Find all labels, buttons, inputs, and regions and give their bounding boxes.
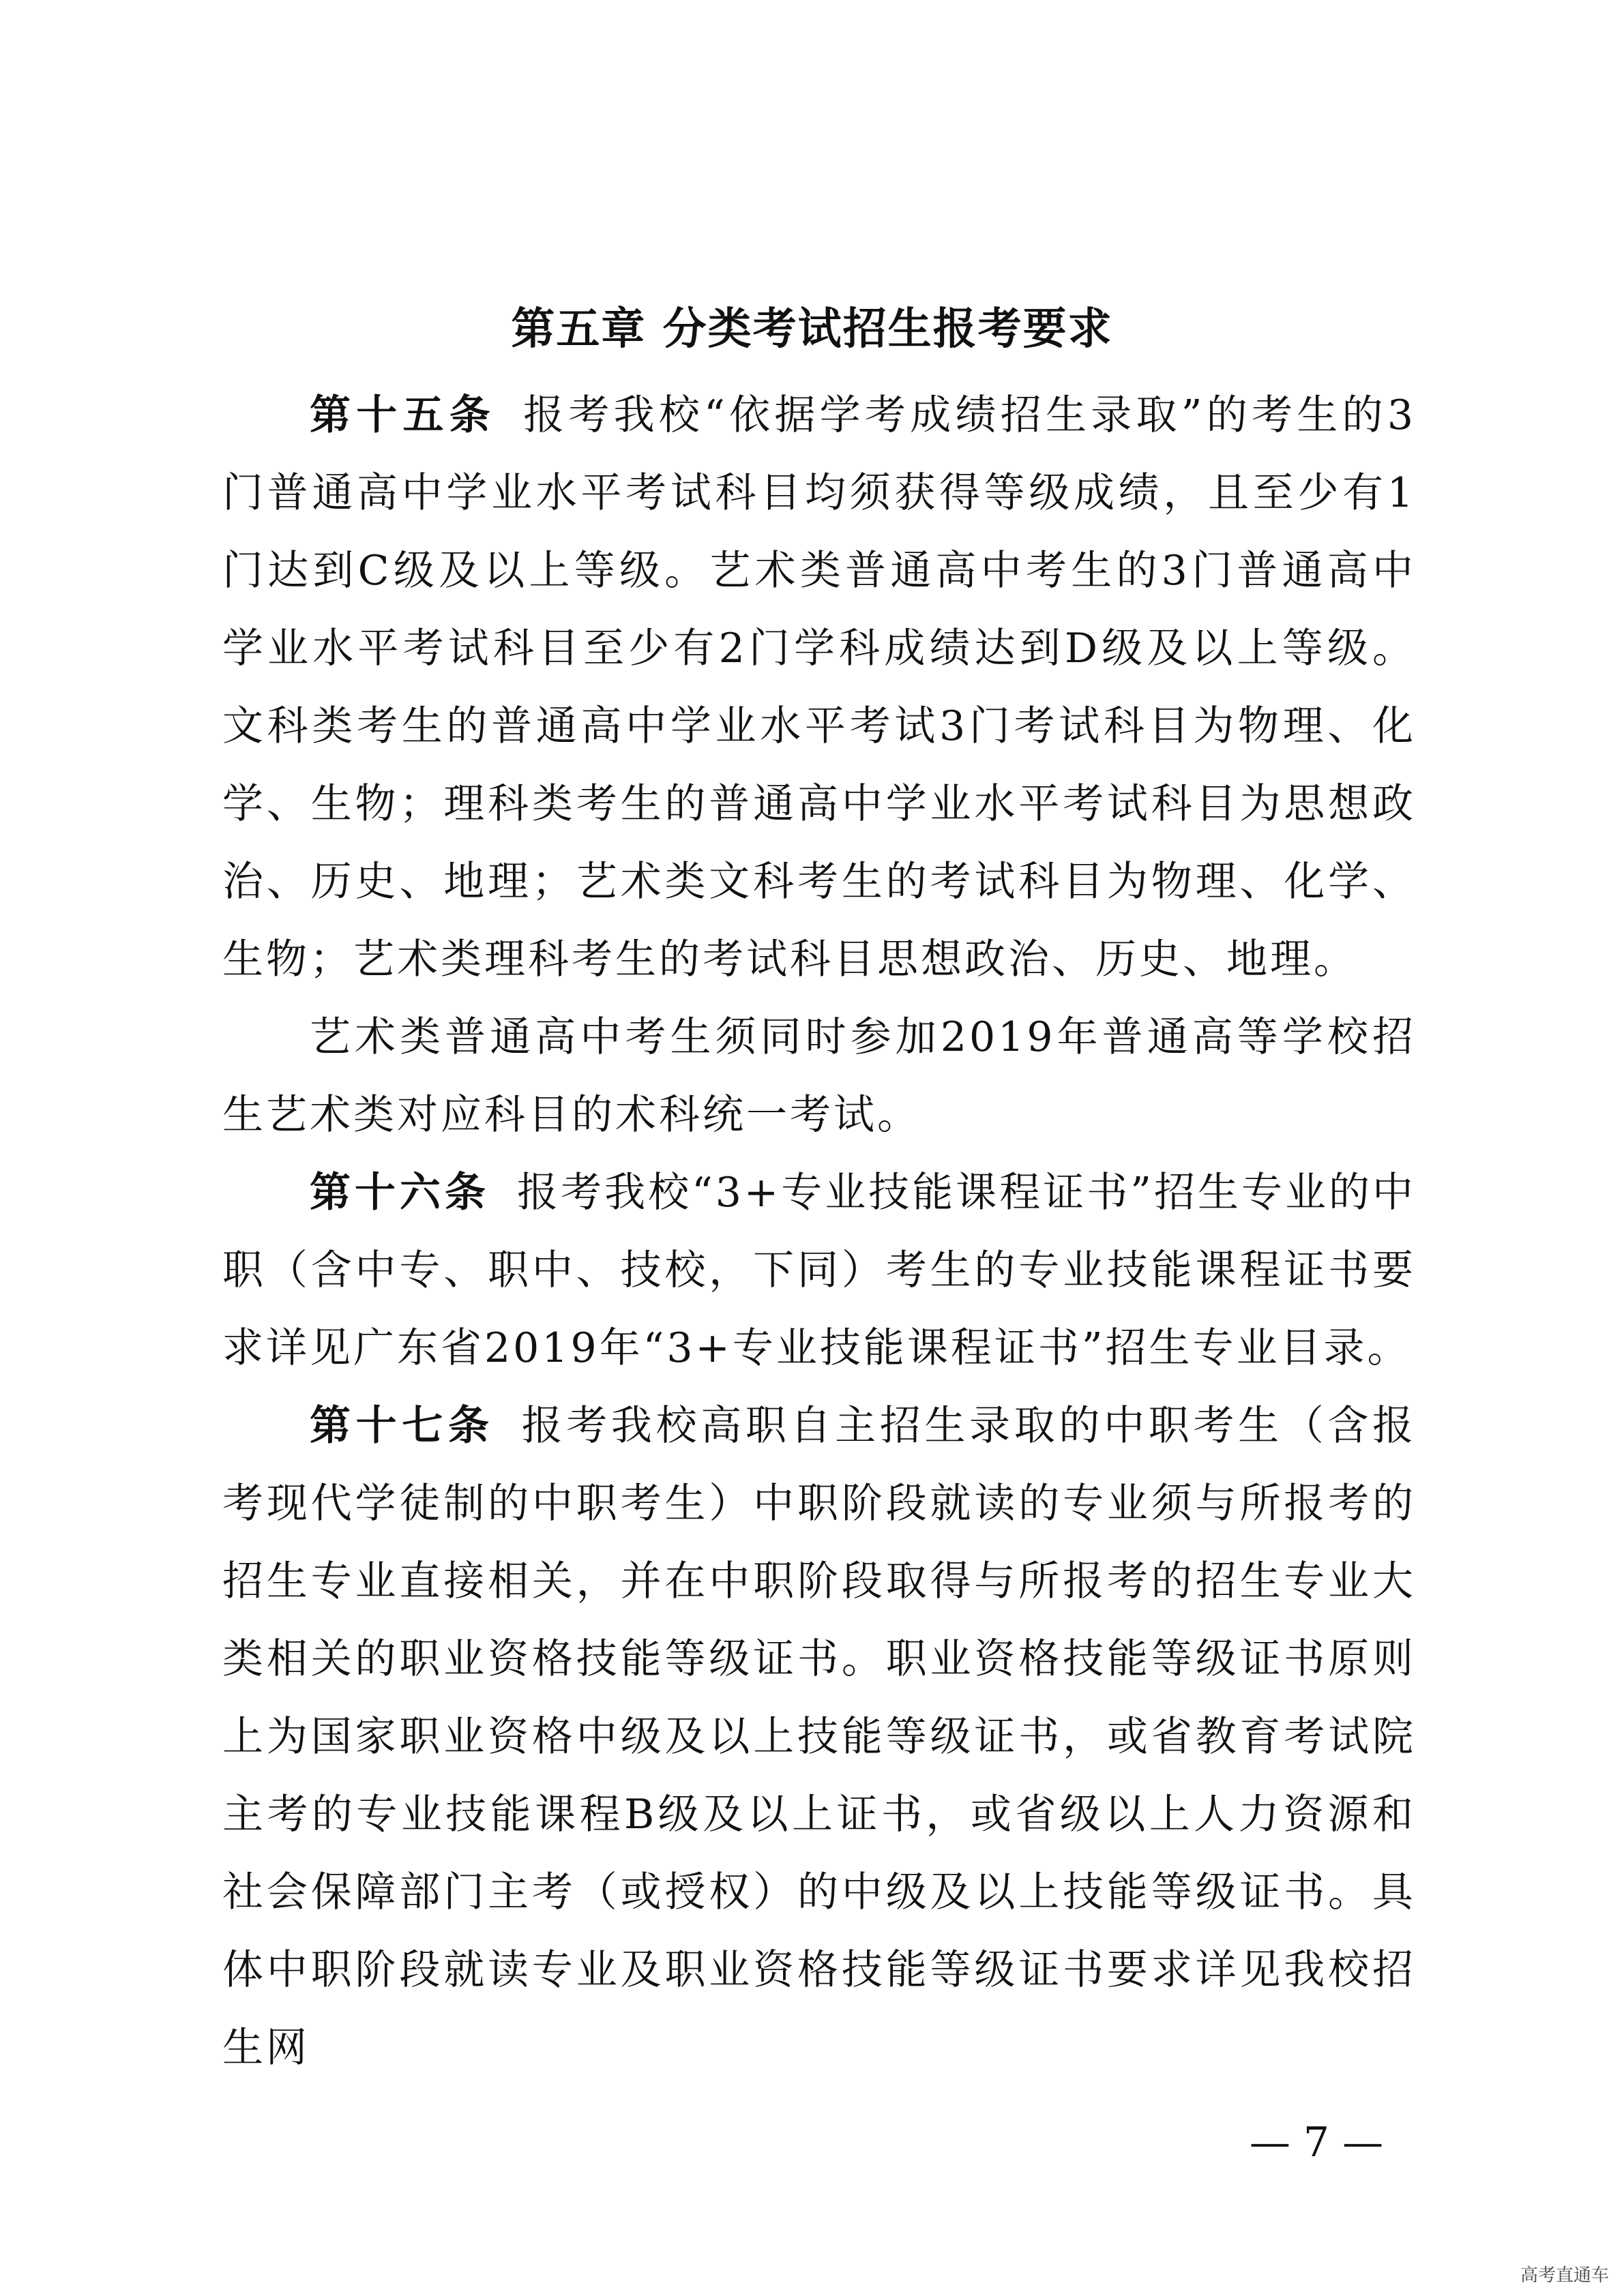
watermark-text: 高考直通车	[1520, 2265, 1609, 2286]
article-label: 第十六条	[310, 1169, 490, 1217]
article-15-paragraph	[222, 376, 1416, 998]
paragraph-text: 艺术类普通高中考生须同时参加2019年普通高等学校招生艺术类对应科目的术科统一考试。	[222, 1013, 1416, 1139]
document-body	[222, 376, 1416, 2087]
article-text: 报考我校“3+专业技能课程证书”招生专业的中职（含中专、职中、技校，下同）考生的专业技能课程证书要求详见广东省2019年“3+专业技能课程证书”招生专业目录。	[222, 1169, 1417, 1372]
article-text: 报考我校高职自主招生录取的中职考生（含报考现代学徒制的中职考生）中职阶段就读的专业须与所报考的招生专业直接相关，并在中职阶段取得与所报考的招生专业大类相关的职业资格技能等级证书。职业资格技能等级证书原则上为国家职业资格中级及以上技能等级证书，或省教育考试院主考的专业技能课程B级及以上证书，或省级以上人力资源和社会保障部门主考（或授权）的中级及以上技能等级证书。具体中职阶段就读专业及职业资格技能等级证书要求详见我校招生网	[222, 1402, 1416, 2072]
article-label: 第十五条	[310, 391, 497, 439]
article-text: 报考我校“依据学考成绩招生录取”的考生的3门普通高中学业水平考试科目均须获得等级成绩，且至少有1门达到C级及以上等级。艺术类普通高中考生的3门普通高中学业水平考试科目至少有2门学科成绩达到D级及以上等级。文科类考生的普通高中学业水平考试3门考试科目为物理、化学、生物；理科类考生的普通高中学业水平考试科目为思想政治、历史、地理；艺术类文科考生的考试科目为物理、化学、生物；艺术类理科考生的考试科目思想政治、历史、地理。	[222, 391, 1416, 983]
article-17-paragraph	[222, 1387, 1416, 2087]
chapter-title: 第五章 分类考试招生报考要求	[511, 304, 1113, 355]
article-16-paragraph	[222, 1154, 1416, 1387]
article-label: 第十七条	[310, 1402, 494, 1450]
art-exam-paragraph	[222, 998, 1416, 1154]
page-number: — 7 —	[1249, 2119, 1384, 2166]
